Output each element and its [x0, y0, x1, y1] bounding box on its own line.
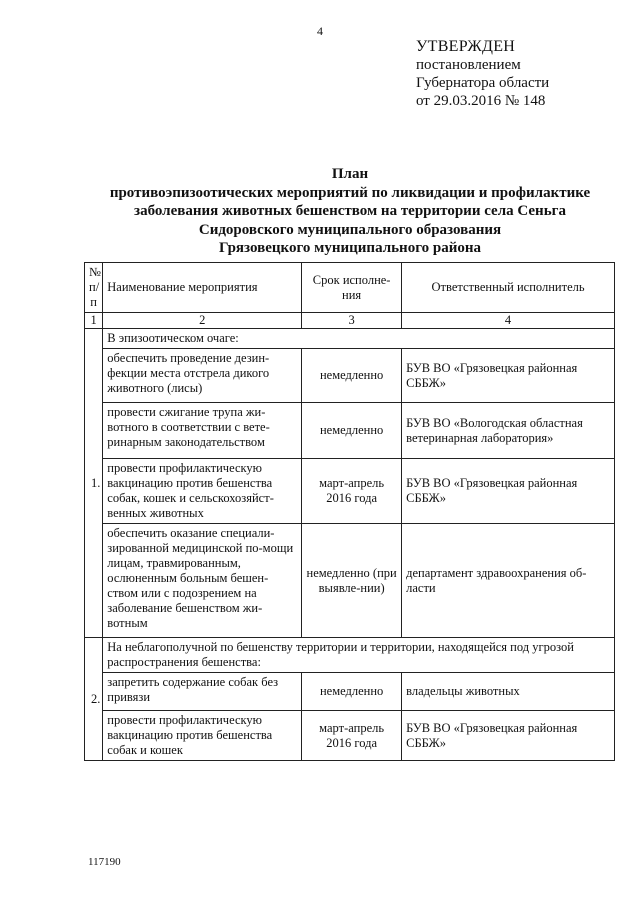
measure-term: немедленно — [302, 673, 402, 711]
measure-executor: департамент здравоохранения об-ласти — [402, 524, 615, 638]
page-number: 4 — [317, 24, 323, 38]
measure-term: март-апрель 2016 года — [302, 459, 402, 524]
table-row — [85, 403, 615, 459]
title-line-4: Сидоровского муниципального образования — [198, 221, 502, 238]
approval-line-decree: постановлением — [416, 57, 521, 73]
section-row — [85, 638, 615, 673]
column-numbers-row — [85, 313, 615, 329]
measure-executor: владельцы животных — [402, 673, 615, 711]
title-line-1: План — [331, 166, 369, 182]
measure-term: немедленно — [302, 403, 402, 459]
measure-executor: БУВ ВО «Грязовецкая районная СББЖ» — [402, 349, 615, 403]
approval-title: УТВЕРЖДЕН — [416, 38, 516, 55]
plan-table — [84, 262, 615, 761]
section-title: На неблагополучной по бешенству территории и территории, находящейся под угрозой распространения бешенства: — [103, 638, 615, 673]
measure-executor: БУВ ВО «Вологодская областная ветеринарная лаборатория» — [402, 403, 615, 459]
title-line-3: заболевания животных бешенством на территории села Сеньга — [134, 203, 566, 219]
table-row — [85, 524, 615, 638]
document-code: 117190 — [88, 856, 121, 868]
measure-name: запретить содержание собак без привязи — [103, 673, 302, 711]
section-number: 1. — [85, 329, 103, 638]
measure-name: провести профилактическую вакцинацию против бешенства собак и кошек — [103, 711, 302, 761]
measure-name: провести сжигание трупа жи-вотного в соответствии с вете-ринарным законодательством — [103, 403, 302, 459]
column-number: 2 — [103, 313, 302, 329]
approval-stamp — [416, 38, 549, 110]
table-row — [85, 673, 615, 711]
measure-term: март-апрель 2016 года — [302, 711, 402, 761]
measure-name: провести профилактическую вакцинацию против бешенства собак, кошек и сельскохозяйст-венных животных — [103, 459, 302, 524]
document-title — [70, 165, 630, 258]
title-line-2: противоэпизоотических мероприятий по ликвидации и профилактике — [109, 184, 591, 201]
section-number: 2. — [85, 638, 103, 761]
header-executor: Ответственный исполнитель — [402, 263, 615, 313]
header-num: № п/п — [85, 263, 103, 313]
approval-line-governor: Губернатора области — [416, 75, 550, 91]
approval-line-date: от 29.03.2016 № 148 — [416, 93, 546, 109]
measure-name: обеспечить оказание специали-зированной медицинской по-мощи лицам, травмированным, ослюненным больным бешен-ством или с подозрением на заболевание бешенством жи-вотным — [103, 524, 302, 638]
table-row — [85, 349, 615, 403]
column-number: 3 — [302, 313, 402, 329]
measure-executor: БУВ ВО «Грязовецкая районная СББЖ» — [402, 459, 615, 524]
column-number: 4 — [402, 313, 615, 329]
title-line-5: Грязовецкого муниципального района — [218, 240, 482, 256]
column-number: 1 — [85, 313, 103, 329]
table-row — [85, 711, 615, 761]
header-term: Срок исполне-ния — [302, 263, 402, 313]
section-title: В эпизоотическом очаге: — [103, 329, 615, 349]
table-header-row — [85, 263, 615, 313]
table-row — [85, 459, 615, 524]
measure-term: немедленно (при выявле-нии) — [302, 524, 402, 638]
measure-executor: БУВ ВО «Грязовецкая районная СББЖ» — [402, 711, 615, 761]
measure-name: обеспечить проведение дезин-фекции места отстрела дикого животного (лисы) — [103, 349, 302, 403]
section-row — [85, 329, 615, 349]
header-name: Наименование мероприятия — [103, 263, 302, 313]
measure-term: немедленно — [302, 349, 402, 403]
